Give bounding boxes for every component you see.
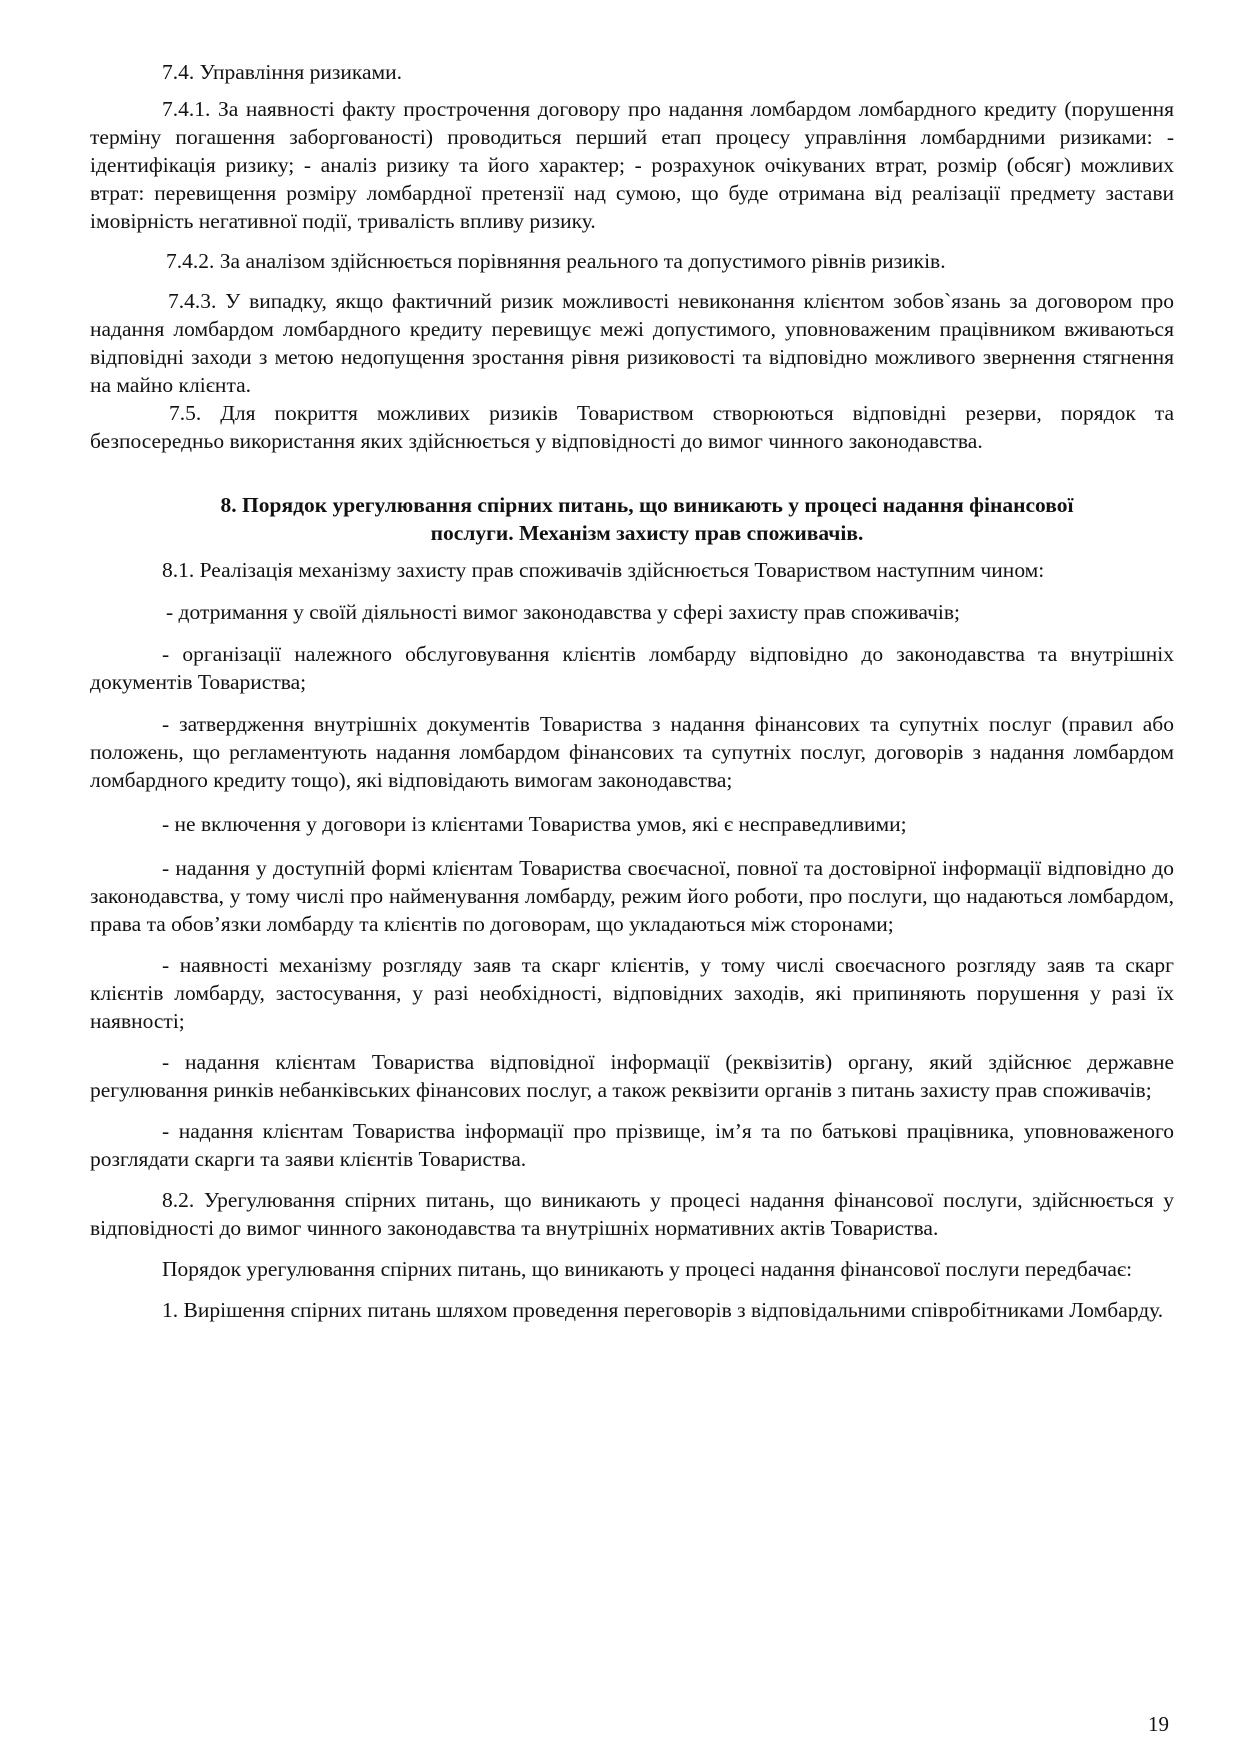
section-8-heading xyxy=(90,491,1174,547)
list-item: - затвердження внутрішніх документів Товариства з надання фінансових та супутніх послуг (правил або положень, що регламентують надання ломбардом фінансових та супутніх послуг, договорів з надання ломбардом ломбардного кредиту тощо), які відповідають вимогам законодавства; xyxy=(90,712,1174,792)
paragraph-7-4-1: 7.4.1. За наявності факту прострочення договору про надання ломбардом ломбардного кредиту (порушення терміну погашення заборгованості) проводиться перший етап процесу управління ломбардними ризиками: - ідентифікація ризику; - аналіз ризику та його характер; - розрахунок очікуваних втрат, розмір (обсяг) можливих втрат: перевищення розміру ломбардної претензії над сумою, що буде отримана від реалізації предмету застави імовірність негативної події, тривалість впливу ризику. xyxy=(90,97,1174,233)
list-item: - організації належного обслуговування клієнтів ломбарду відповідно до законодавства та внутрішніх документів Товариства; xyxy=(90,642,1174,694)
list-item: - надання клієнтам Товариства інформації про прізвище, ім’я та по батькові працівника, уповноваженого розглядати скарги та заяви клієнтів Товариства. xyxy=(90,1119,1174,1171)
paragraph-8-1: 8.1. Реалізація механізму захисту прав споживачів здійснюється Товариством наступним чином: xyxy=(162,558,1045,582)
list-item: - надання клієнтам Товариства відповідної інформації (реквізитів) органу, який здійснює державне регулювання ринків небанківських фінансових послуг, а також реквізити органів з питань захисту прав споживачів; xyxy=(90,1050,1174,1102)
list-item: - дотримання у своїй діяльності вимог законодавства у сфері захисту прав споживачів; xyxy=(166,600,961,624)
heading-line-1: 8. Порядок урегулювання спірних питань, що виникають у процесі надання фінансової xyxy=(220,493,1074,517)
paragraph-7-4-2: 7.4.2. За аналізом здійснюється порівняння реального та допустимого рівнів ризиків. xyxy=(166,249,946,273)
list-item: - не включення у договори із клієнтами Товариства умов, які є несправедливими; xyxy=(162,812,907,836)
list-item: - наявності механізму розгляду заяв та скарг клієнтів, у тому числі своєчасного розгляду заяв та скарг клієнтів ломбарду, застосування, у разі необхідності, відповідних заходів, які припиняють порушення у разі їх наявності; xyxy=(90,953,1174,1033)
paragraph-7-4: 7.4. Управління ризиками. xyxy=(162,60,403,84)
heading-line-2: послуги. Механізм захисту прав споживачів. xyxy=(430,521,864,545)
paragraph-7-5: 7.5. Для покриття можливих ризиків Товариством створюються відповідні резерви, порядок та безпосередньо використання яких здійснюється у відповідності до вимог чинного законодавства. xyxy=(90,401,1174,453)
numbered-item-1: 1. Вирішення спірних питань шляхом проведення переговорів з відповідальними співробітниками Ломбарду. xyxy=(162,1298,1164,1322)
document-page xyxy=(90,58,1174,1324)
paragraph-7-4-3: 7.4.3. У випадку, якщо фактичний ризик можливості невиконання клієнтом зобов`язань за договором про надання ломбардом ломбардного кредиту перевищує межі допустимого, уповноваженим працівником вживаються відповідні заходи з метою недопущення зростання рівня ризиковості та відповідно можливого звернення стягнення на майно клієнта. xyxy=(90,289,1174,397)
list-item: - надання у доступній формі клієнтам Товариства своєчасної, повної та достовірної інформації відповідно до законодавства, у тому числі про найменування ломбарду, режим його роботи, про послуги, що надаються ломбардом, права та обов’язки ломбарду та клієнтів по договорам, що укладаються між сторонами; xyxy=(90,856,1174,936)
paragraph-8-2-procedure: Порядок урегулювання спірних питань, що виникають у процесі надання фінансової послуги передбачає: xyxy=(162,1257,1133,1281)
page-number: 19 xyxy=(1148,1712,1169,1736)
paragraph-8-2: 8.2. Урегулювання спірних питань, що виникають у процесі надання фінансової послуги, здійснюється у відповідності до вимог чинного законодавства та внутрішніх нормативних актів Товариства. xyxy=(90,1188,1174,1240)
